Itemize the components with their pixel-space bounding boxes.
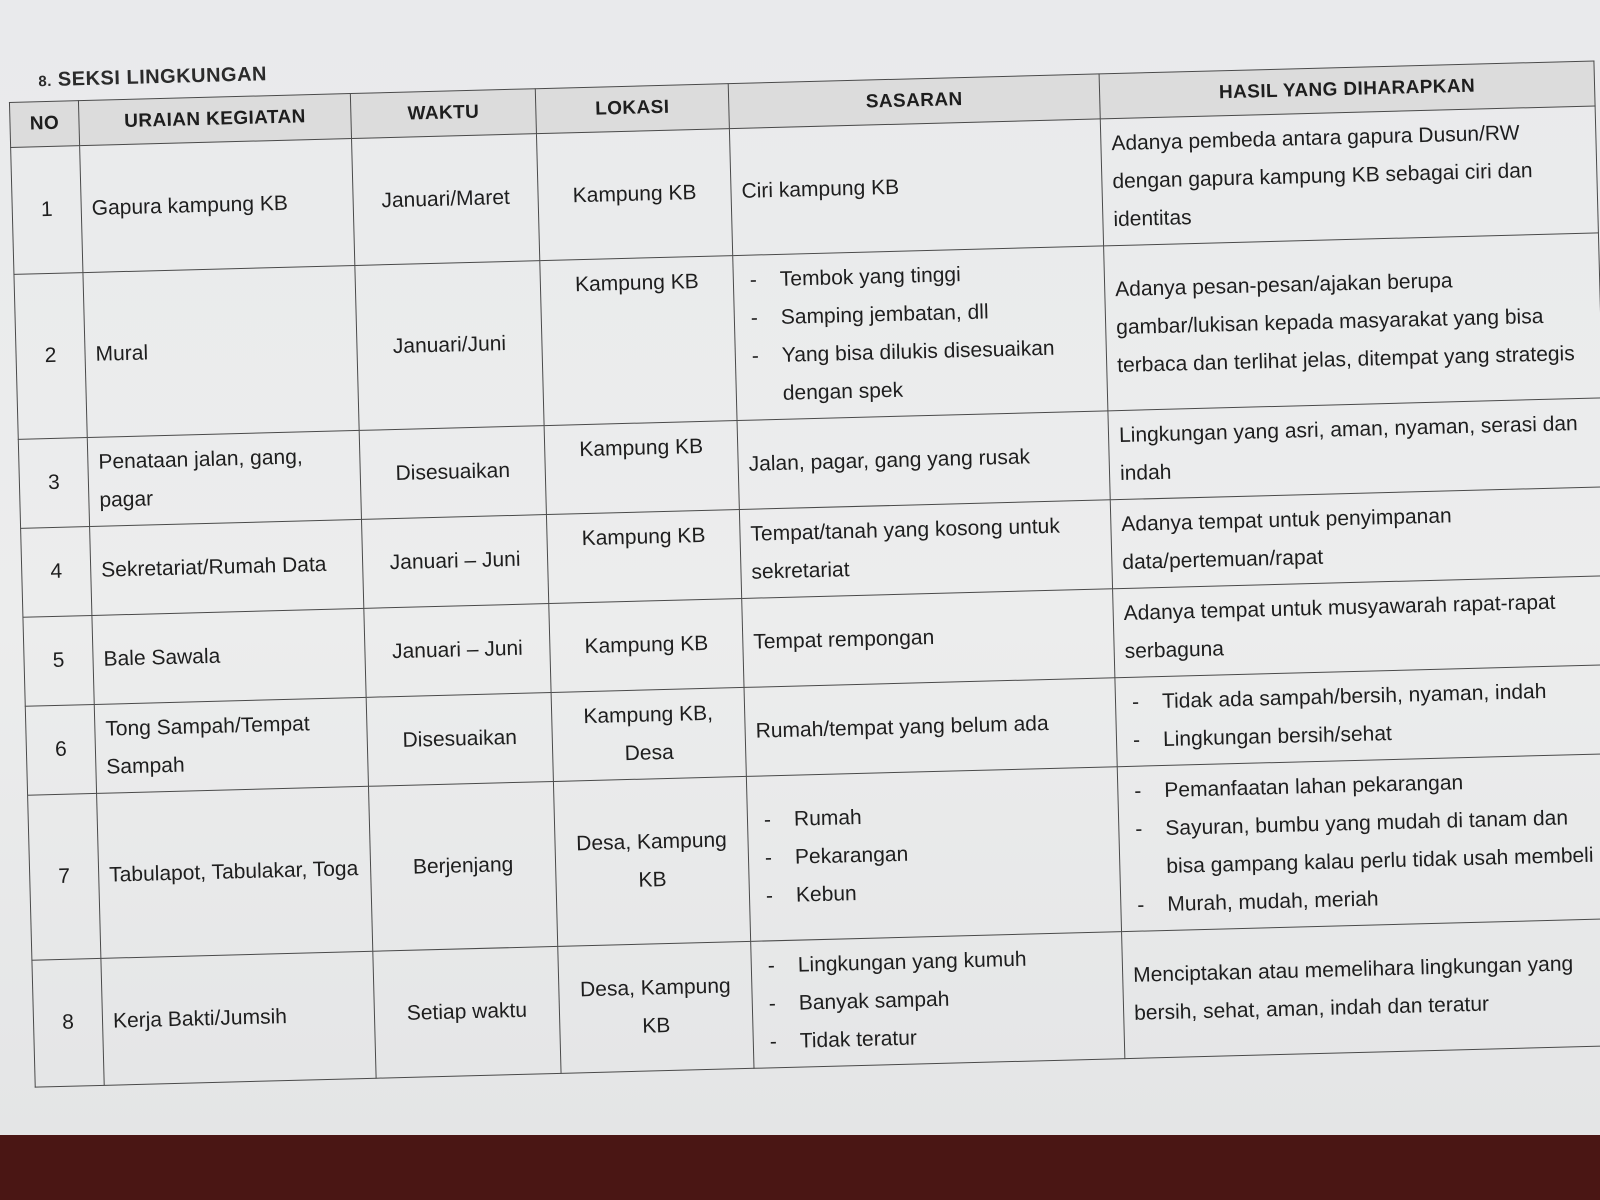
cell-hasil [1100,106,1598,246]
cell-no: 7 [28,793,101,960]
cell-sasaran-text: Tempat/tanah yang kosong untuk sekretariat [750,514,1061,584]
header-hasil: HASIL YANG DIHARAPKAN [1099,61,1595,119]
cell-no: 1 [11,146,83,275]
cell-hasil [1115,665,1600,767]
section-title-text: SEKSI LINGKUNGAN [57,63,268,91]
section-number: 8. [38,72,53,91]
cell-no: 5 [23,615,94,706]
cell-no: 4 [21,527,92,618]
cell-waktu: Januari/Juni [355,261,544,431]
cell-waktu: Januari – Juni [364,604,551,698]
cell-no: 8 [32,958,104,1087]
header-sasaran: SASARAN [728,74,1100,129]
list-item: - Sayuran, bumbu yang mudah di tanam dan bisa gampang kalau perlu tidak usah membeli [1129,799,1600,887]
cell-sasaran-text: Rumah/tempat yang belum ada [755,711,1049,743]
list-item: - Kebun [760,868,1111,915]
cell-sasaran-text: Tempat rempongan [753,625,935,654]
cell-hasil-text: Adanya pembeda antara gapura Dusun/RW dengan gapura kampung KB sebagai ciri dan identitas [1111,121,1533,232]
cell-uraian: Penataan jalan, gang, pagar [87,430,361,526]
cell-sasaran [737,411,1110,510]
cell-no: 6 [25,704,96,795]
cell-waktu: Setiap waktu [373,946,561,1078]
list-item: - Banyak sampah [762,976,1113,1023]
cell-hasil [1117,754,1600,932]
cell-sasaran [739,500,1112,599]
cell-lokasi: Kampung KB [544,421,739,515]
cell-hasil [1122,919,1600,1059]
header-uraian: URAIAN KEGIATAN [78,94,351,146]
cell-hasil-list [1126,672,1600,760]
cell-sasaran [744,678,1117,777]
list-item: - Pekarangan [759,830,1110,877]
cell-lokasi: Kampung KB [549,598,744,692]
list-item: - Tidak ada sampah/bersih, nyaman, indah [1126,672,1600,722]
cell-lokasi: Kampung KB [546,510,741,604]
list-item: - Tidak teratur [763,1014,1114,1061]
activity-table [9,60,1600,1087]
cell-sasaran-list [743,253,1097,414]
cell-hasil-text: Adanya tempat untuk penyimpanan data/pertemuan/rapat [1121,504,1452,574]
cell-hasil [1110,487,1600,589]
cell-lokasi: Kampung KB [536,129,732,261]
cell-lokasi: Kampung KB, Desa [551,687,746,781]
cell-no: 2 [14,273,87,440]
cell-sasaran-list [761,938,1114,1061]
cell-sasaran [733,246,1108,421]
list-item: - Samping jembatan, dll [744,291,1095,338]
header-no: NO [9,101,79,148]
cell-uraian: Mural [83,265,359,437]
cell-uraian: Tabulapot, Tabulakar, Toga [97,786,373,958]
header-lokasi: LOKASI [535,84,729,134]
list-item: - Yang bisa dilukis disesuaikan dengan spek [745,329,1097,414]
list-item: - Lingkungan yang kumuh [761,938,1112,985]
background-surface [0,1135,1600,1200]
table-container [8,24,1594,1053]
cell-hasil-text: Adanya tempat untuk musyawarah rapat-rapat serbaguna [1123,590,1556,663]
cell-uraian: Gapura kampung KB [80,139,355,273]
cell-sasaran [751,932,1125,1069]
cell-lokasi: Desa, Kampung KB [553,776,750,946]
list-item: - Rumah [758,792,1109,839]
list-item: - Pemanfaatan lahan pekarangan [1128,761,1600,811]
table-body [11,106,1600,1087]
cell-lokasi: Desa, Kampung KB [558,941,754,1073]
cell-uraian: Sekretariat/Rumah Data [90,519,364,615]
cell-sasaran [729,119,1103,256]
cell-uraian: Kerja Bakti/Jumsih [101,951,376,1085]
list-item: - Murah, mudah, meriah [1131,874,1600,924]
cell-hasil [1104,233,1600,411]
cell-hasil-text: Lingkungan yang asri, aman, nyaman, serasi dan indah [1118,412,1578,486]
cell-waktu: Disesuaikan [366,692,553,786]
section-title [38,63,267,92]
cell-hasil [1108,398,1600,500]
cell-sasaran-text: Jalan, pagar, gang yang rusak [748,445,1031,476]
list-item: - Tembok yang tinggi [743,253,1094,300]
cell-no: 3 [18,438,89,529]
cell-uraian: Tong Sampah/Tempat Sampah [94,697,368,793]
cell-sasaran-list [758,792,1111,915]
cell-hasil [1113,576,1600,678]
cell-waktu: Januari – Juni [361,515,548,609]
cell-waktu: Disesuaikan [359,426,546,520]
cell-hasil-text: Menciptakan atau memelihara lingkungan yang bersih, sehat, aman, indah dan teratur [1132,952,1574,1025]
header-waktu: WAKTU [350,89,536,139]
list-item: - Lingkungan bersih/sehat [1127,710,1600,760]
cell-lokasi: Kampung KB [540,256,737,426]
cell-waktu: Januari/Maret [352,134,540,266]
cell-hasil-text: Adanya pesan-pesan/ajakan berupa gambar/lukisan kepada masyarakat yang bisa terbaca dan terlihat jelas, ditempat yang strategis [1114,269,1575,378]
cell-uraian: Bale Sawala [92,608,366,704]
cell-waktu: Berjenjang [368,781,557,951]
cell-hasil-list [1128,761,1600,925]
cell-sasaran-text: Ciri kampung KB [741,175,900,203]
cell-sasaran [746,767,1121,942]
cell-sasaran [742,589,1115,688]
